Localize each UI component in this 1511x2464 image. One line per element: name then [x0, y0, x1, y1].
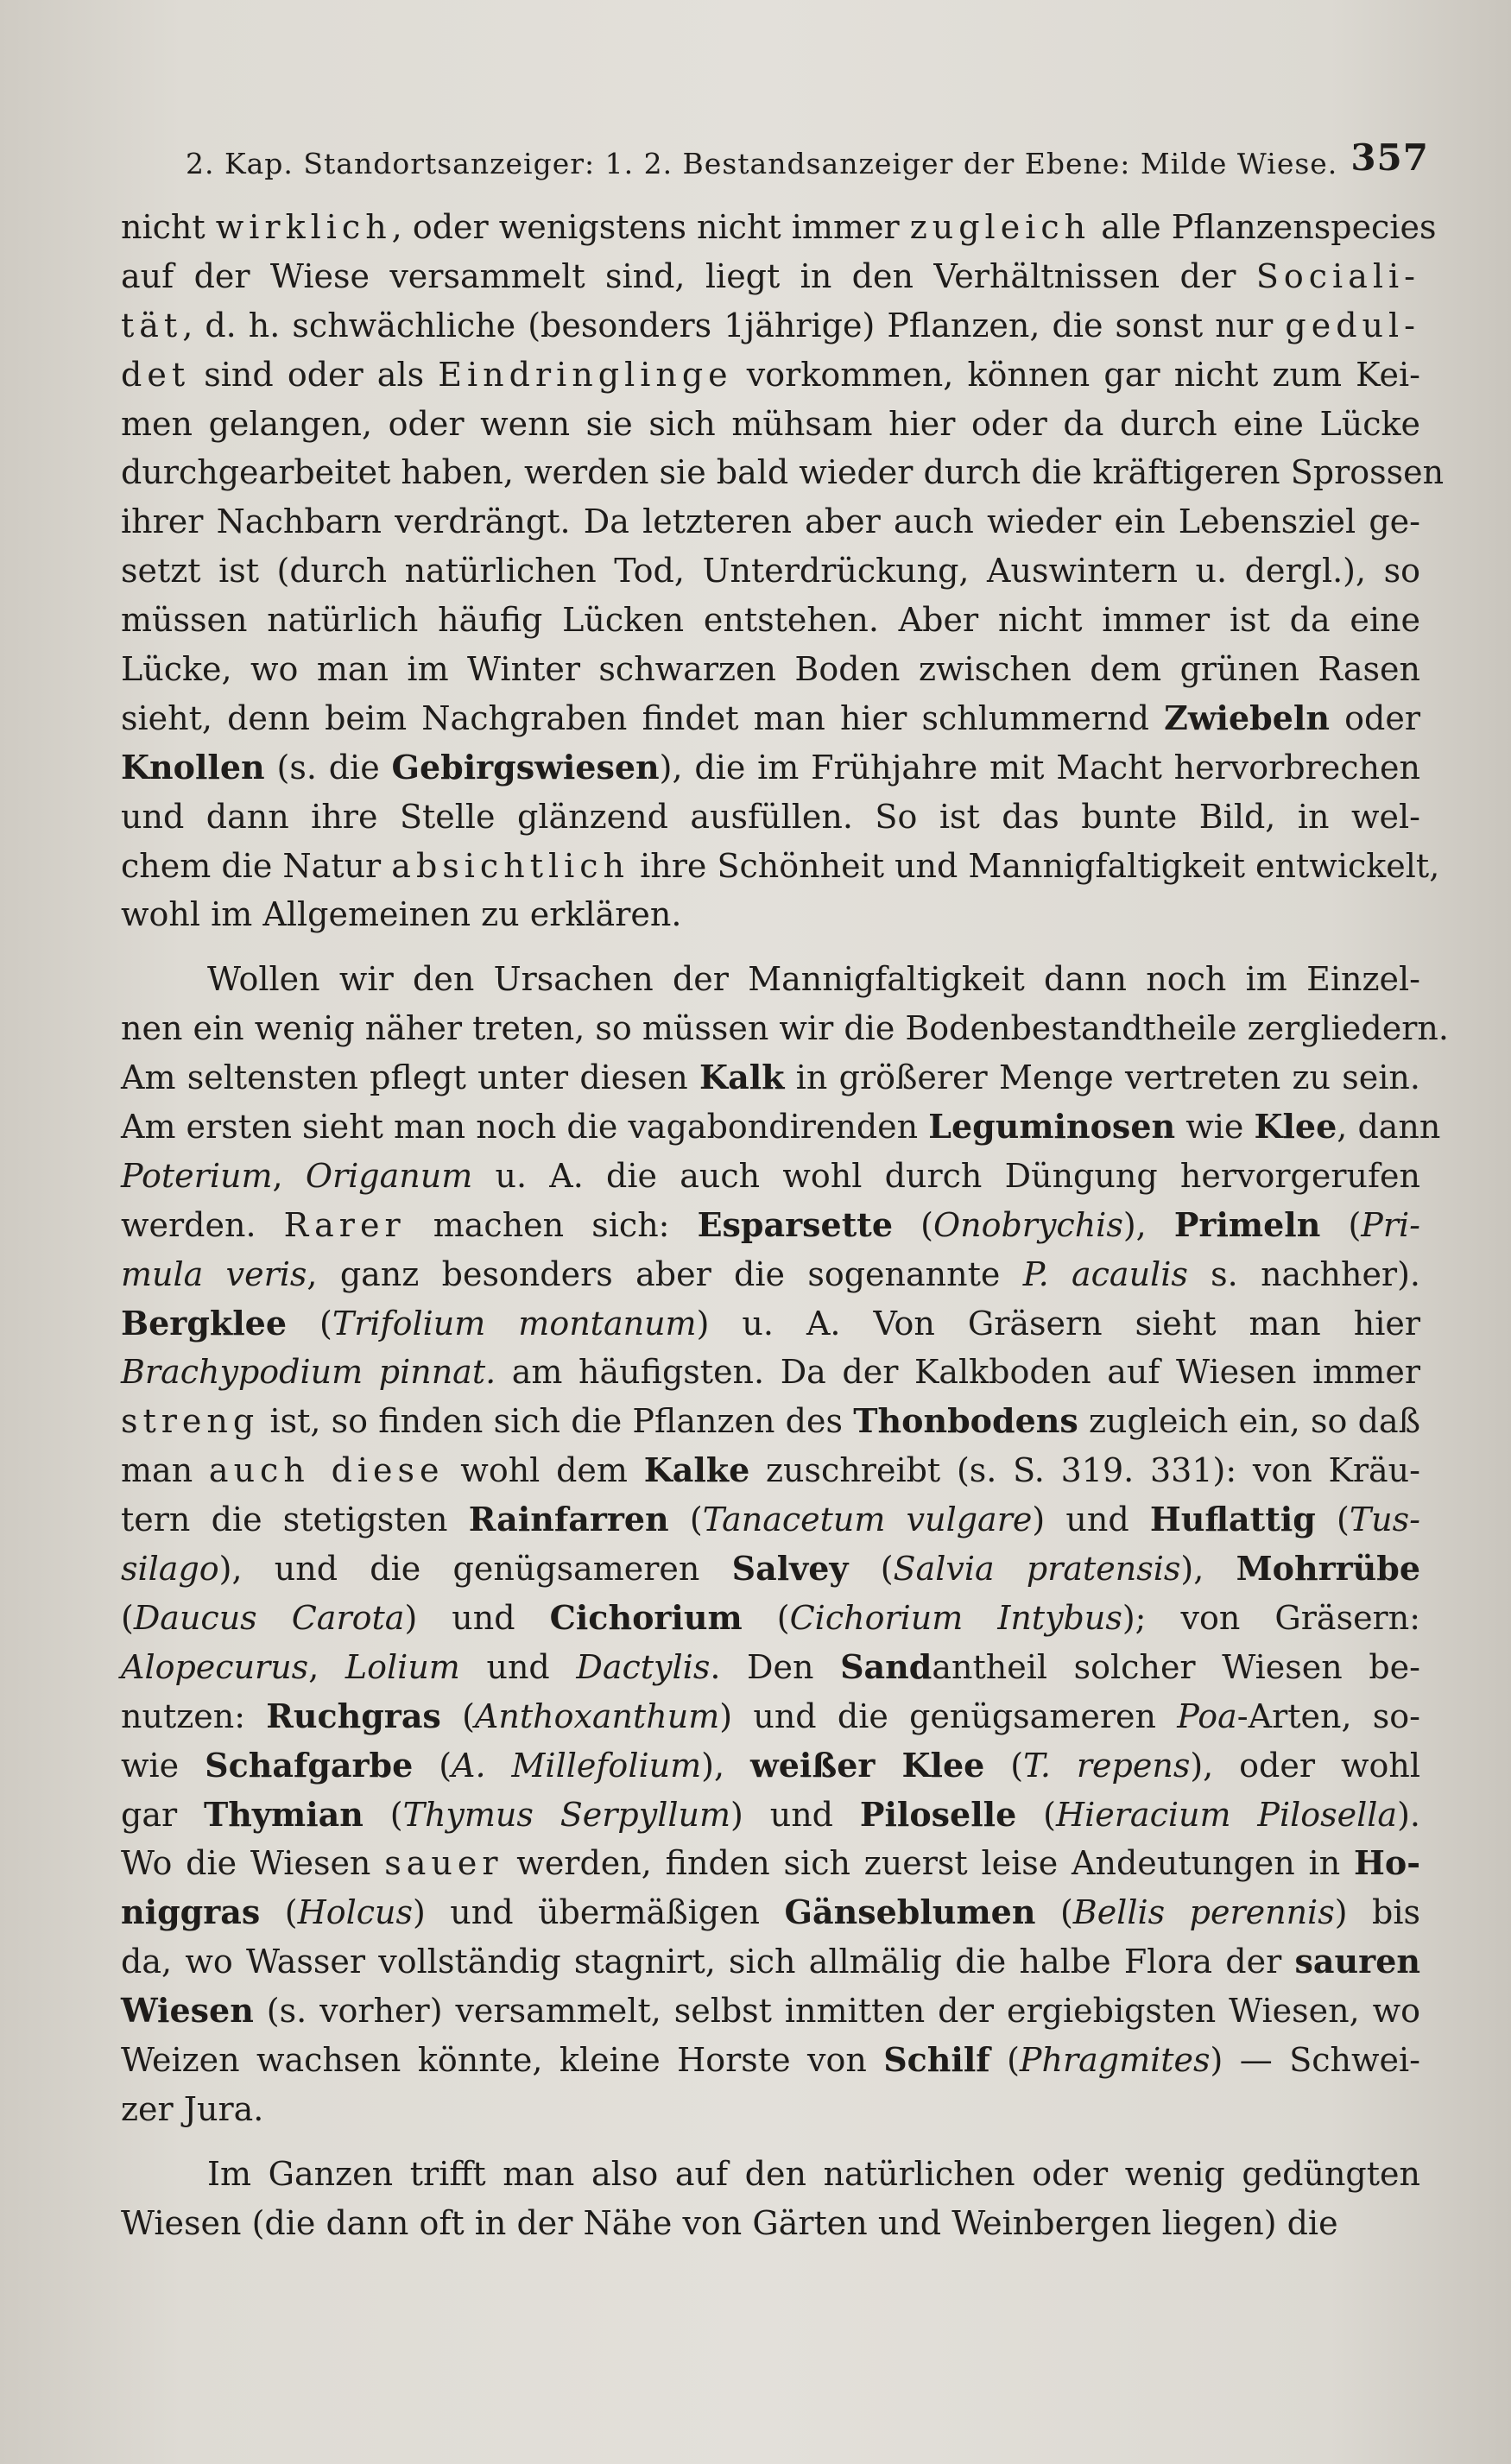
text-run: men gelangen, oder wenn sie sich mühsam hier oder da durch eine Lücke	[121, 404, 1420, 443]
text-run: Weizen wachsen könnte, kleine Horste von	[121, 2040, 884, 2079]
spaced-emphasis: absichtlich	[391, 846, 630, 885]
latin-name: P. acaulis	[1022, 1254, 1188, 1293]
text-line	[121, 842, 1440, 891]
bold-term: Leguminosen	[928, 1107, 1176, 1147]
text-line	[121, 400, 1420, 449]
latin-name: A. Millefolium	[452, 1746, 702, 1785]
text-run: ) und die genügsameren	[719, 1696, 1178, 1735]
running-header	[186, 136, 1429, 188]
spaced-emphasis: tät	[121, 306, 183, 344]
text-run: und dann ihre Stelle glänzend ausfüllen. So ist das bunte Bild, in wel-	[121, 797, 1420, 836]
bold-term: Zwiebeln	[1164, 698, 1330, 737]
text-run: wie	[121, 1746, 205, 1785]
text-line	[121, 203, 1437, 252]
text-run: (	[984, 1746, 1024, 1785]
text-run: da, wo Wasser vollständig stagnirt, sich allmälig die halbe Flora der	[121, 1943, 1295, 1981]
latin-name: Alopecurus	[121, 1647, 309, 1686]
text-run: werden, finden sich zuerst leise Andeutungen in	[503, 1844, 1354, 1883]
text-run: müssen natürlich häufig Lücken entstehen. Aber nicht immer ist da eine	[121, 601, 1420, 640]
text-run: tern die stetigsten	[121, 1501, 469, 1539]
text-run: Lücke, wo man im Winter schwarzen Boden zwischen dem grünen Rasen	[121, 650, 1420, 689]
bold-term: Piloselle	[859, 1794, 1017, 1834]
bold-term: Bergklee	[121, 1303, 288, 1343]
text-line	[121, 890, 1420, 939]
text-line	[121, 1446, 1420, 1495]
spaced-emphasis: Rarer	[283, 1205, 406, 1244]
text-line	[121, 1152, 1420, 1201]
text-line	[121, 1397, 1420, 1446]
text-run: setzt ist (durch natürlichen Tod, Unterdrückung, Auswintern u. dergl.), so	[121, 552, 1420, 591]
bold-term: Kalk	[699, 1058, 785, 1097]
latin-name: Lolium	[345, 1647, 460, 1686]
bold-term: Knollen	[121, 747, 265, 787]
text-run: zer Jura.	[121, 2089, 264, 2128]
text-run: u. A. die auch wohl durch Düngung hervorgerufen	[472, 1156, 1420, 1195]
text-run: nen ein wenig näher treten, so müssen wir die Bodenbestandtheile zergliedern.	[121, 1009, 1449, 1048]
text-line	[121, 1299, 1420, 1349]
text-line	[121, 1053, 1420, 1102]
spaced-emphasis: gedul-	[1285, 306, 1420, 344]
text-run: ),	[1122, 1205, 1174, 1244]
bold-term: Salvey	[731, 1549, 849, 1589]
bold-term: Esparsette	[697, 1204, 894, 1244]
spaced-emphasis: Eindringlinge	[438, 355, 733, 394]
text-line	[121, 2036, 1420, 2085]
text-run: , dann	[1337, 1108, 1441, 1147]
latin-name: Phragmites	[1019, 2040, 1211, 2079]
latin-name: Tanacetum vulgare	[702, 1501, 1033, 1539]
latin-name: Trifolium montanum	[332, 1304, 697, 1343]
text-run: (	[440, 1696, 475, 1735]
text-line	[121, 351, 1420, 400]
text-run: ) bis	[1334, 1893, 1420, 1932]
text-line	[121, 1791, 1420, 1840]
text-run: (	[989, 2040, 1020, 2079]
text-run: (s. vorher) versammelt, selbst inmitten der ergiebigsten Wiesen, wo	[253, 1992, 1420, 2031]
latin-name: Anthoxanthum	[474, 1696, 720, 1735]
text-run: machen sich:	[405, 1205, 698, 1244]
text-run: (	[287, 1304, 332, 1343]
text-run: ihrer Nachbarn verdrängt. Da letzteren aber auch wieder ein Lebensziel ge-	[121, 502, 1420, 541]
latin-name: silago	[121, 1550, 219, 1589]
text-line	[121, 1495, 1420, 1545]
text-run: ) und	[1032, 1501, 1150, 1539]
bold-term: niggras	[121, 1892, 261, 1932]
latin-name: T. repens	[1023, 1746, 1191, 1785]
text-run: Im Ganzen trifft man also auf den natürlichen oder wenig gedüngten	[207, 2154, 1420, 2193]
running-title: 2. Kap. Standortsanzeiger: 1. 2. Bestandsanzeiger der Ebene: Milde Wiese.	[186, 147, 1338, 180]
bold-term: Gebirgswiesen	[391, 747, 660, 787]
text-run: , ganz besonders aber die sogenannte	[307, 1254, 1023, 1293]
text-run: wohl dem	[444, 1451, 644, 1490]
text-run: Wiesen (die dann oft in der Nähe von Gärten und Weinbergen liegen) die	[121, 2203, 1338, 2242]
bold-term: Gänseblumen	[784, 1892, 1036, 1932]
text-run: sind oder als	[190, 355, 439, 394]
latin-name: Brachypodium pinnat.	[121, 1353, 496, 1392]
latin-name: Poterium	[121, 1156, 273, 1195]
text-run: zugleich ein, so daß	[1078, 1402, 1421, 1441]
text-run: Am seltensten pflegt unter diesen	[121, 1058, 700, 1097]
text-run: man	[121, 1451, 209, 1490]
text-line	[121, 743, 1420, 793]
text-line	[121, 252, 1420, 301]
text-line	[121, 694, 1420, 743]
text-line	[121, 1348, 1420, 1397]
latin-name: Poa	[1177, 1696, 1237, 1735]
text-line	[121, 645, 1420, 694]
text-line	[121, 1102, 1441, 1152]
text-run: -Arten, so-	[1236, 1696, 1421, 1735]
latin-name: Bellis perennis	[1072, 1893, 1335, 1932]
page-number: 357	[1350, 136, 1429, 179]
latin-name: mula veris	[121, 1254, 307, 1293]
body-text	[121, 203, 1449, 2448]
text-run: ) und übermäßigen	[413, 1893, 785, 1932]
text-run: wohl im Allgemeinen zu erklären.	[121, 895, 682, 934]
text-run: ) und	[404, 1598, 550, 1637]
latin-name: Origanum	[305, 1156, 473, 1195]
latin-name: Onobrychis	[933, 1205, 1123, 1244]
text-line	[121, 1987, 1420, 2036]
text-run: . Den	[710, 1647, 841, 1686]
text-line	[121, 2199, 1420, 2248]
spaced-emphasis: zugleich	[909, 208, 1091, 246]
text-run: am häufigsten. Da der Kalkboden auf Wiesen immer	[496, 1353, 1420, 1392]
text-run: ,	[308, 1647, 345, 1686]
text-run: (	[668, 1501, 703, 1539]
text-run: ist, so finden sich die Pflanzen des	[259, 1402, 854, 1441]
text-run: (	[893, 1205, 933, 1244]
bold-term: Schafgarbe	[205, 1745, 414, 1785]
latin-name: Salvia pratensis	[893, 1550, 1181, 1589]
text-line	[121, 1692, 1420, 1741]
latin-name: Dactylis	[576, 1647, 711, 1686]
latin-name: Thymus Serpyllum	[402, 1795, 731, 1834]
text-run: ) — Schwei-	[1210, 2040, 1420, 2079]
latin-name: Cichorium Intybus	[789, 1598, 1122, 1637]
text-run: ),	[701, 1746, 750, 1785]
text-run: auf der Wiese versammelt sind, liegt in den Verhältnissen der	[121, 256, 1256, 295]
latin-name: Tus-	[1349, 1501, 1420, 1539]
text-line	[121, 1888, 1420, 1937]
text-run: ),	[1180, 1550, 1236, 1589]
text-run: Am ersten sieht man noch die vagabondirenden	[121, 1108, 929, 1147]
bold-term: Wiesen	[121, 1991, 254, 2031]
bold-term: Mohrrübe	[1236, 1549, 1421, 1589]
bold-term: Rainfarren	[468, 1500, 669, 1539]
text-line	[121, 1594, 1420, 1643]
text-run: antheil solcher Wiesen be-	[932, 1647, 1420, 1686]
text-line	[121, 1004, 1449, 1053]
bold-term: Ruchgras	[266, 1696, 441, 1735]
text-line	[121, 1741, 1420, 1791]
bold-term: Kalke	[643, 1450, 750, 1490]
latin-name: Holcus	[297, 1893, 413, 1932]
text-run: s. nachher).	[1187, 1254, 1421, 1293]
text-run: (	[1035, 1893, 1073, 1932]
text-run: alle Pflanzenspecies	[1091, 208, 1437, 246]
text-run: und	[459, 1647, 577, 1686]
bold-term: Huflattig	[1149, 1500, 1316, 1539]
text-run: (	[121, 1598, 134, 1637]
spaced-emphasis: det	[121, 355, 191, 394]
text-run: , d. h. schwächliche (besonders 1jährige) Pflanzen, die sonst nur	[182, 306, 1286, 344]
text-run: nicht	[121, 208, 216, 246]
text-run: (	[1320, 1205, 1362, 1244]
text-run: ); von Gräsern:	[1122, 1598, 1420, 1637]
text-run: (	[742, 1598, 790, 1637]
text-run: vorkommen, können gar nicht zum Kei-	[732, 355, 1420, 394]
text-run: (	[260, 1893, 298, 1932]
text-run: zuschreibt (s. S. 319. 331): von Kräu-	[749, 1451, 1420, 1490]
text-line	[121, 2085, 1420, 2134]
text-run: sieht, denn beim Nachgraben findet man hier schlummernd	[121, 698, 1165, 737]
bold-term: Ho-	[1353, 1843, 1420, 1883]
bold-term: Thonbodens	[853, 1401, 1078, 1441]
text-run: (	[363, 1795, 403, 1834]
text-line	[121, 301, 1420, 351]
spaced-emphasis: wirklich	[215, 208, 392, 246]
text-line	[121, 448, 1445, 497]
text-run: ihre Schönheit und Mannigfaltigkeit entwickelt,	[629, 846, 1440, 885]
text-run: ) u. A. Von Gräsern sieht man hier	[696, 1304, 1420, 1343]
bold-term: Cichorium	[549, 1597, 743, 1637]
text-line	[121, 1643, 1420, 1692]
latin-name: Hieracium Pilosella	[1055, 1795, 1398, 1834]
text-run: durchgearbeitet haben, werden sie bald wieder durch die kräftigeren Sprossen	[121, 453, 1445, 492]
text-run: (	[848, 1550, 894, 1589]
bold-term: Sand	[840, 1646, 933, 1686]
text-run: ,	[272, 1156, 306, 1195]
bold-term: sauren	[1294, 1942, 1420, 1981]
text-line	[121, 955, 1420, 1004]
text-run: , oder wenigstens nicht immer	[391, 208, 910, 246]
text-line	[121, 1250, 1420, 1299]
text-run: nutzen:	[121, 1696, 267, 1735]
text-run: werden.	[121, 1205, 284, 1244]
text-run: (	[413, 1746, 452, 1785]
text-line	[121, 1937, 1420, 1987]
spaced-emphasis: auch diese	[208, 1451, 445, 1490]
text-run: (	[1016, 1795, 1056, 1834]
bold-term: Thymian	[204, 1794, 364, 1834]
text-run: gar	[121, 1795, 205, 1834]
bold-term: Klee	[1254, 1107, 1337, 1147]
bold-term: Schilf	[883, 2039, 990, 2079]
text-run: ), und die genügsameren	[218, 1550, 732, 1589]
text-run: (s. die	[264, 748, 392, 787]
spaced-emphasis: streng	[121, 1402, 260, 1441]
text-line	[121, 596, 1420, 645]
text-run: wie	[1175, 1108, 1255, 1147]
text-line	[121, 1545, 1420, 1594]
text-line	[121, 793, 1420, 842]
bold-term: Primeln	[1173, 1204, 1321, 1244]
text-run: (	[1315, 1501, 1350, 1539]
text-line	[121, 547, 1420, 596]
text-line	[121, 1839, 1420, 1888]
latin-name: Daucus Carota	[133, 1598, 405, 1637]
text-run: chem die Natur	[121, 846, 392, 885]
text-run: ) und	[730, 1795, 860, 1834]
spaced-emphasis: sauer	[384, 1844, 503, 1883]
latin-name: Pri-	[1361, 1205, 1420, 1244]
spaced-emphasis: Sociali-	[1255, 256, 1420, 295]
text-run: ), die im Frühjahre mit Macht hervorbrechen	[659, 748, 1420, 787]
text-line	[121, 1201, 1420, 1250]
text-run: Wo die Wiesen	[121, 1844, 385, 1883]
text-run: ), oder wohl	[1190, 1746, 1421, 1785]
bold-term: weißer Klee	[750, 1745, 985, 1785]
text-line	[121, 497, 1420, 547]
text-run: Wollen wir den Ursachen der Mannigfaltigkeit dann noch im Einzel-	[207, 960, 1420, 999]
text-run: in größerer Menge vertreten zu sein.	[784, 1058, 1420, 1097]
text-run: oder	[1329, 698, 1420, 737]
text-run: ).	[1397, 1795, 1420, 1834]
text-line	[121, 2150, 1420, 2199]
